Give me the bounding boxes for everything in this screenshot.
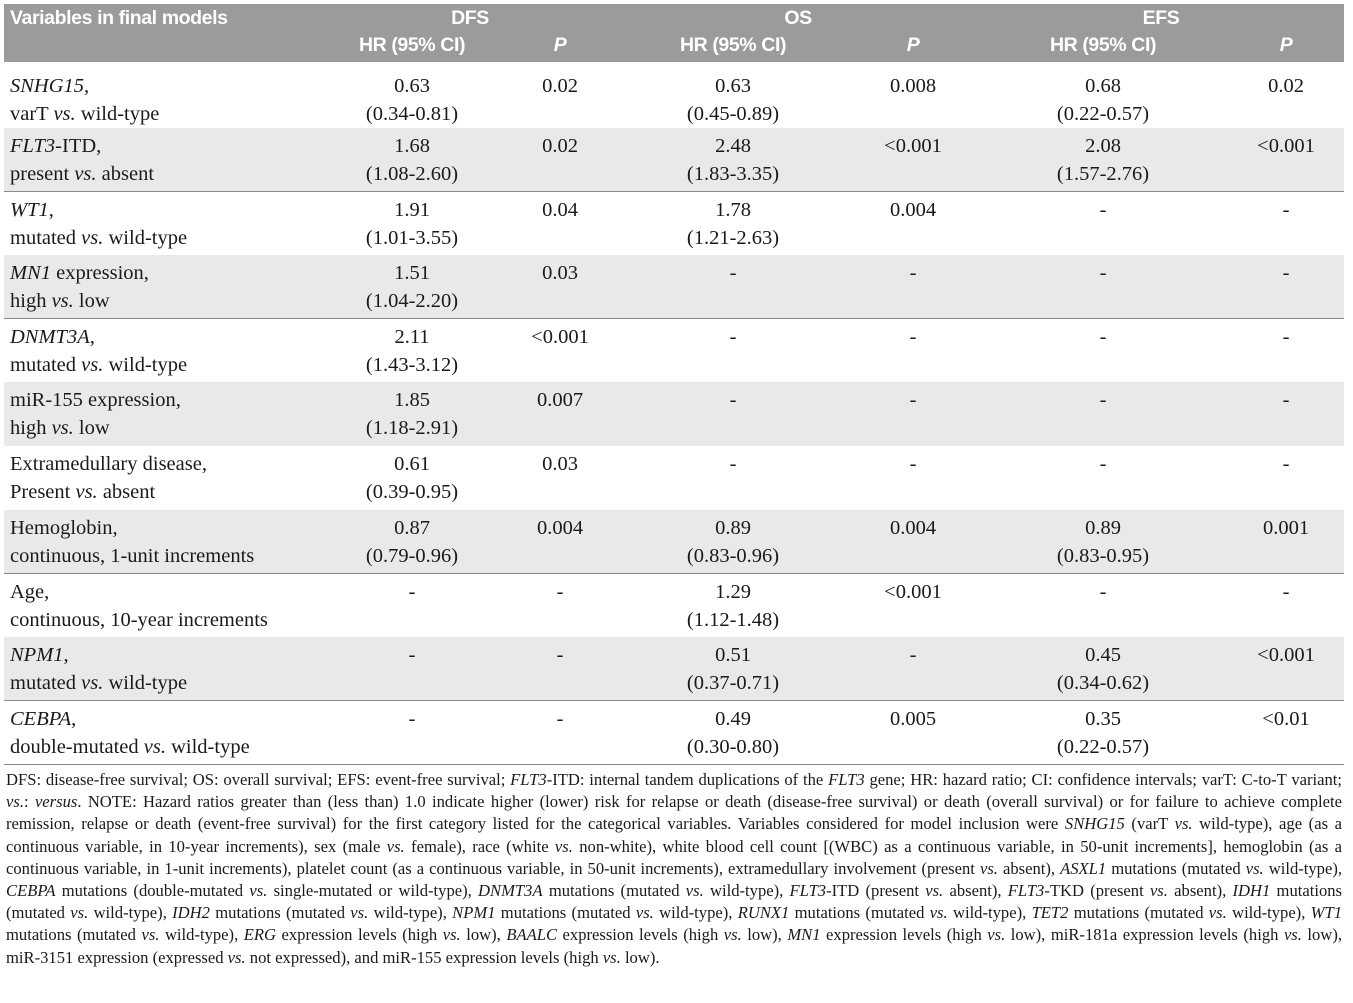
dfs-confidence-interval: (1.04-2.20)	[365, 290, 459, 313]
dfs-confidence-interval: (0.39-0.95)	[365, 480, 459, 503]
efs-hr-cell	[978, 573, 1228, 637]
dfs-p-value: 0.004	[536, 516, 584, 539]
footnote-segment: vs.	[70, 903, 89, 923]
variable-comparison: wild-type	[103, 227, 188, 250]
footnote-segment: NPM1	[452, 903, 496, 923]
efs-hazard-ratio: -	[1099, 326, 1107, 349]
os-p-value: <0.001	[848, 573, 978, 637]
dfs-hazard-ratio: 1.51	[394, 262, 430, 285]
os-hr-cell	[618, 700, 848, 764]
efs-hr-cell	[978, 700, 1228, 764]
os-hr-cell	[618, 62, 848, 128]
os-confidence-interval: (0.30-0.80)	[686, 735, 780, 758]
dfs-header: DFS	[451, 7, 489, 29]
footnote-segment: wild-type),	[947, 903, 1032, 923]
os-hazard-ratio: 0.51	[715, 643, 751, 666]
variable-cell	[4, 510, 322, 574]
efs-hazard-ratio: 0.89	[1085, 516, 1121, 539]
dfs-hr-cell	[322, 192, 502, 256]
efs-hazard-ratio: 0.45	[1085, 643, 1121, 666]
efs-confidence-interval: (1.57-2.76)	[1056, 163, 1150, 185]
variable-comparison: present	[10, 163, 75, 185]
variable-cell	[4, 62, 322, 128]
variables-header: Variables in final models	[10, 7, 228, 29]
dfs-confidence-interval: (0.79-0.96)	[365, 544, 459, 567]
footnote-segment: low),	[741, 925, 788, 945]
footnote-segment: mutations (mutated	[1106, 858, 1246, 878]
footnote-segment: gene; HR: hazard ratio; CI: confidence intervals; varT: C-to-T variant;	[864, 769, 1342, 789]
footnote-segment: RUNX1	[737, 903, 790, 923]
dfs-p-value: 0.04	[502, 192, 618, 256]
os-confidence-interval: (1.83-3.35)	[686, 163, 780, 185]
efs-p-value: <0.001	[1257, 643, 1315, 666]
os-p-value: -	[909, 389, 917, 412]
footnote-segment: absent),	[943, 880, 1008, 900]
efs-p-value: -	[1228, 319, 1344, 383]
footnote-segment: expression levels (high	[557, 925, 724, 945]
variable-cell	[4, 128, 322, 192]
footnote-segment: expression levels (high	[820, 925, 988, 945]
dfs-hr-cell	[322, 382, 502, 446]
os-p-value: 0.005	[848, 700, 978, 764]
os-hazard-ratio: 0.63	[715, 75, 751, 97]
os-hr-cell	[618, 192, 848, 256]
footnote-segment: not expressed), and miR-155 expression levels (high	[245, 947, 603, 967]
footnote-segment: wild-type),	[703, 880, 790, 900]
os-p-value: 0.008	[889, 75, 937, 97]
footnote-segment: vs.	[442, 925, 461, 945]
footnote-segment: low), miR-181a expression levels (high	[1005, 925, 1284, 945]
variable-comparison: absent	[96, 163, 155, 185]
footnote-segment: vs.	[1174, 814, 1193, 834]
footnote-segment: :	[23, 792, 35, 812]
efs-header: EFS	[1142, 7, 1180, 29]
footnote-segment: non-white), white blood cell count [(WBC) as a continuous variable, in 50-unit increments], hemoglobin (as a continuous variable, in 1-unit increments), platelet count (as a continuous variable, in 50-unit increments), extramedullary involvement (present	[6, 836, 1343, 878]
os-hazard-ratio: -	[729, 452, 737, 475]
variable-name: FLT3	[10, 135, 56, 157]
footnote-segment: vs.	[554, 836, 573, 856]
variable-comparison: wild-type	[165, 735, 250, 758]
variable-comparison: low	[73, 290, 110, 313]
table-footnote	[4, 764, 1344, 969]
footnote-segment: mutations (mutated	[789, 903, 930, 923]
dfs-p-value: -	[502, 700, 618, 764]
dfs-p-value: 0.02	[542, 75, 578, 97]
footnote-segment: -ITD (present	[826, 880, 926, 900]
os-hazard-ratio: 1.29	[715, 580, 751, 603]
footnote-segment: vs.	[929, 903, 948, 923]
dfs-p-value: <0.001	[502, 319, 618, 383]
variable-comparison: wild-type	[103, 671, 188, 694]
footnote-segment: absent),	[997, 858, 1061, 878]
efs-hr-cell	[978, 128, 1228, 192]
dfs-hr-header: HR (95% CI)	[358, 34, 466, 56]
os-hr-cell	[618, 128, 848, 192]
variable-name: Hemoglobin,	[10, 516, 118, 539]
dfs-hr-cell	[322, 573, 502, 637]
footnote-segment: wild-type), age (as a continuous variable, in 10-year increments), sex (male	[6, 814, 1342, 856]
efs-p-header: P	[1279, 34, 1293, 56]
variable-name-suffix: ,	[48, 199, 54, 222]
dfs-hazard-ratio: 1.91	[394, 199, 430, 222]
footnote-segment: SNHG15	[1064, 814, 1125, 834]
variable-comparison: vs.	[81, 671, 104, 694]
os-hr-cell	[618, 255, 848, 319]
table-body	[4, 62, 1344, 764]
footnote-segment: single-mutated or wild-type),	[267, 880, 479, 900]
os-p-value: 0.004	[889, 516, 937, 539]
footnote-segment: low),	[460, 925, 507, 945]
results-table-container	[4, 4, 1344, 969]
os-p-value: -	[909, 262, 917, 285]
variable-cell	[4, 446, 322, 510]
dfs-hr-cell	[322, 255, 502, 319]
variable-comparison: mutated	[10, 227, 82, 250]
footnote-segment: vs.	[635, 903, 654, 923]
os-p-value: -	[909, 452, 917, 475]
variable-cell	[4, 700, 322, 764]
dfs-hazard-ratio: 0.63	[394, 75, 430, 97]
efs-hazard-ratio: 0.35	[1085, 707, 1121, 730]
efs-p-value: -	[1228, 573, 1344, 637]
footnote-segment: vs.	[1208, 903, 1227, 923]
efs-confidence-interval: (0.83-0.95)	[1056, 544, 1150, 567]
efs-p-value: 0.001	[1262, 516, 1310, 539]
variable-cell	[4, 192, 322, 256]
dfs-hr-cell	[322, 700, 502, 764]
variable-comparison: high	[10, 417, 52, 440]
os-p-value: 0.004	[848, 192, 978, 256]
efs-hazard-ratio: 2.08	[1085, 135, 1121, 157]
variable-cell	[4, 637, 322, 701]
variable-name: MN1	[10, 262, 51, 285]
footnote-segment: vs.	[141, 925, 160, 945]
variable-cell	[4, 319, 322, 383]
variable-comparison: mutated	[10, 671, 82, 694]
os-p-value: <0.001	[884, 135, 942, 157]
dfs-hr-cell	[322, 446, 502, 510]
variable-comparison: continuous, 1-unit increments	[10, 544, 255, 567]
variable-comparison: vs.	[75, 480, 98, 503]
table-row	[4, 319, 1344, 383]
dfs-hr-cell	[322, 510, 502, 574]
variable-comparison: vs.	[143, 735, 166, 758]
variable-comparison: Present	[10, 480, 76, 503]
variable-name-suffix: expression,	[51, 262, 149, 285]
variable-comparison: vs.	[51, 417, 74, 440]
footnote-segment: mutations (mutated	[209, 903, 351, 923]
os-confidence-interval: (1.21-2.63)	[686, 227, 780, 250]
efs-hazard-ratio: -	[1099, 389, 1107, 412]
footnote-segment: low), miR-3151 expression (expressed	[6, 925, 1342, 967]
dfs-p-value: 0.02	[542, 135, 578, 157]
footnote-segment: vs.	[925, 880, 944, 900]
os-hr-cell	[618, 573, 848, 637]
footnote-segment: vs.	[723, 925, 742, 945]
footnote-segment: mutations (mutated	[1068, 903, 1209, 923]
variable-comparison: double-mutated	[10, 735, 144, 758]
dfs-hr-cell	[322, 128, 502, 192]
variable-name: CEBPA	[10, 707, 72, 730]
dfs-hazard-ratio: 0.87	[394, 516, 430, 539]
dfs-confidence-interval: (0.34-0.81)	[365, 103, 459, 125]
os-hazard-ratio: 1.78	[715, 199, 751, 222]
variable-name-suffix: ,	[84, 75, 90, 97]
footnote-segment: BAALC	[506, 925, 558, 945]
os-hr-header: HR (95% CI)	[679, 34, 787, 56]
footnote-segment: vs.	[227, 947, 246, 967]
dfs-hazard-ratio: 2.11	[394, 326, 430, 349]
variable-comparison: wild-type	[103, 354, 188, 377]
os-hr-cell	[618, 510, 848, 574]
dfs-p-value: -	[556, 643, 564, 666]
footnote-segment: vs.	[386, 836, 405, 856]
footnote-segment: MN1	[787, 925, 821, 945]
os-confidence-interval: (0.45-0.89)	[686, 103, 780, 125]
os-hazard-ratio: 2.48	[715, 135, 751, 157]
footnote-segment: mutations (mutated	[6, 925, 142, 945]
dfs-hr-cell	[322, 319, 502, 383]
footnote-segment: vs.	[987, 925, 1006, 945]
footnote-segment: ASXL1	[1060, 858, 1107, 878]
footnote-segment: vs.	[6, 792, 24, 812]
footnote-segment: CEBPA	[6, 880, 56, 900]
os-hazard-ratio: 0.89	[715, 516, 751, 539]
efs-hr-cell	[978, 62, 1228, 128]
os-hazard-ratio: -	[729, 262, 737, 285]
efs-hr-cell	[978, 637, 1228, 701]
efs-hr-header: HR (95% CI)	[1049, 34, 1157, 56]
footnote-segment: vs.	[685, 880, 704, 900]
variable-comparison: vs.	[81, 354, 104, 377]
table-row	[4, 700, 1344, 764]
dfs-p-value: 0.007	[536, 389, 584, 412]
efs-confidence-interval: (0.22-0.57)	[1056, 103, 1150, 125]
footnote-segment: vs.	[1283, 925, 1302, 945]
dfs-hazard-ratio: 1.68	[394, 135, 430, 157]
dfs-confidence-interval: (1.08-2.60)	[365, 163, 459, 185]
os-confidence-interval: (1.12-1.48)	[686, 608, 780, 631]
variable-comparison: mutated	[10, 354, 82, 377]
efs-hr-cell	[978, 319, 1228, 383]
os-hazard-ratio: -	[729, 326, 737, 349]
footnote-segment: FLT3	[828, 769, 865, 789]
footnote-segment: vs.	[249, 880, 268, 900]
os-hr-cell	[618, 446, 848, 510]
efs-hr-cell	[978, 255, 1228, 319]
variable-name: SNHG15	[10, 75, 85, 97]
efs-hazard-ratio: -	[1099, 262, 1107, 285]
table-row	[4, 510, 1344, 574]
footnote-segment: absent),	[1167, 880, 1233, 900]
dfs-hazard-ratio: -	[408, 643, 416, 666]
variable-comparison: wild-type	[75, 103, 160, 125]
footnote-segment: WT1	[1310, 903, 1343, 923]
dfs-p-value: 0.03	[542, 262, 578, 285]
dfs-hazard-ratio: 1.85	[394, 389, 430, 412]
table-row	[4, 62, 1344, 128]
dfs-hr-cell	[322, 62, 502, 128]
variable-cell	[4, 255, 322, 319]
dfs-confidence-interval: (1.18-2.91)	[365, 417, 459, 440]
footnote-segment: DFS: disease-free survival; OS: overall survival; EFS: event-free survival;	[6, 769, 511, 789]
variable-comparison: continuous, 10-year increments	[10, 608, 268, 631]
variable-comparison: high	[10, 290, 52, 313]
footnote-segment: vs.	[1149, 880, 1168, 900]
footnote-segment: vs.	[979, 858, 998, 878]
efs-hazard-ratio: -	[1099, 199, 1107, 222]
dfs-confidence-interval: (1.01-3.55)	[365, 227, 459, 250]
os-hr-cell	[618, 382, 848, 446]
dfs-confidence-interval: (1.43-3.12)	[365, 354, 459, 377]
variable-comparison: absent	[97, 480, 156, 503]
os-p-value: -	[848, 319, 978, 383]
variable-cell	[4, 382, 322, 446]
table-header	[4, 4, 1344, 62]
os-confidence-interval: (0.37-0.71)	[686, 671, 780, 694]
footnote-segment: -ITD: internal tandem duplications of the	[546, 769, 829, 789]
footnote-segment: mutations (mutated	[6, 880, 1342, 923]
efs-p-value: -	[1282, 452, 1290, 475]
footnote-segment: vs.	[1245, 858, 1264, 878]
variable-name: miR-155 expression,	[10, 389, 181, 412]
dfs-hazard-ratio: 0.61	[394, 452, 430, 475]
variable-name-suffix: -ITD,	[55, 135, 102, 157]
os-hazard-ratio: 0.49	[715, 707, 751, 730]
footnote-segment: DNMT3A	[478, 880, 543, 900]
footnote-segment: FLT3	[789, 880, 827, 900]
multivariable-models-table	[4, 4, 1344, 764]
efs-hr-cell	[978, 192, 1228, 256]
variable-name: WT1	[10, 199, 49, 222]
os-confidence-interval: (0.83-0.96)	[686, 544, 780, 567]
efs-hazard-ratio: -	[1099, 452, 1107, 475]
table-row	[4, 192, 1344, 256]
dfs-hazard-ratio: -	[408, 707, 416, 730]
os-hr-cell	[618, 637, 848, 701]
table-row	[4, 382, 1344, 446]
table-row	[4, 573, 1344, 637]
footnote-segment: mutations (double-mutated	[55, 880, 250, 900]
os-header: OS	[784, 7, 812, 29]
dfs-p-value: 0.03	[542, 452, 578, 475]
variable-comparison: vs.	[81, 227, 104, 250]
os-p-header: P	[906, 34, 920, 56]
footnote-segment: wild-type),	[653, 903, 738, 923]
footnote-segment: . NOTE: Hazard ratios greater than (less than) 1.0 indicate higher (lower) risk for relapse or death (disease-free survival) or death (overall survival) or for failure to achieve complete remission, relapse or death (event-free survival) for the first category listed for the categorical variables. Variables considered for model inclusion were	[6, 792, 1342, 834]
footnote-segment: -TKD (present	[1044, 880, 1150, 900]
footnote-segment: wild-type),	[88, 903, 173, 923]
table-row	[4, 446, 1344, 510]
footnote-segment: FLT3	[1007, 880, 1045, 900]
efs-p-value: -	[1282, 389, 1290, 412]
footnote-segment: IDH1	[1232, 880, 1271, 900]
footnote-segment: mutations (mutated	[495, 903, 636, 923]
variable-comparison: varT	[10, 103, 54, 125]
table-row	[4, 255, 1344, 319]
footnote-segment: vs.	[350, 903, 369, 923]
table-row	[4, 637, 1344, 701]
variable-name-suffix: ,	[71, 707, 77, 730]
footnote-segment: wild-type),	[1226, 903, 1311, 923]
footnote-segment: (varT	[1124, 814, 1175, 834]
efs-confidence-interval: (0.22-0.57)	[1056, 735, 1150, 758]
efs-p-value: 0.02	[1268, 75, 1304, 97]
os-hazard-ratio: -	[729, 389, 737, 412]
os-hr-cell	[618, 319, 848, 383]
variable-comparison: low	[73, 417, 110, 440]
footnote-segment: IDH2	[172, 903, 210, 923]
os-p-value: -	[909, 643, 917, 666]
footnote-segment: versus	[34, 792, 78, 812]
variable-name: NPM1	[10, 643, 64, 666]
dfs-hazard-ratio: -	[408, 580, 416, 603]
footnote-segment: low).	[620, 947, 660, 967]
variable-name: DNMT3A	[10, 326, 90, 349]
efs-p-value: <0.01	[1228, 700, 1344, 764]
efs-hr-cell	[978, 510, 1228, 574]
footnote-segment: wild-type),	[1263, 858, 1343, 878]
variable-name-suffix: ,	[63, 643, 69, 666]
dfs-p-value: -	[502, 573, 618, 637]
footnote-segment: ERG	[243, 925, 276, 945]
efs-hazard-ratio: 0.68	[1085, 75, 1121, 97]
efs-confidence-interval: (0.34-0.62)	[1056, 671, 1150, 694]
footnote-segment: FLT3	[510, 769, 547, 789]
footnote-segment: expression levels (high	[276, 925, 443, 945]
footnote-segment: wild-type),	[368, 903, 453, 923]
table-row	[4, 128, 1344, 192]
variable-comparison: vs.	[51, 290, 74, 313]
efs-p-value: -	[1228, 192, 1344, 256]
footnote-segment: vs.	[602, 947, 621, 967]
header-spacer	[4, 32, 322, 62]
variable-name: Age,	[10, 580, 50, 603]
efs-p-value: -	[1282, 262, 1290, 285]
footnote-segment: female), race (white	[404, 836, 555, 856]
variable-comparison: vs.	[53, 103, 76, 125]
variable-cell	[4, 573, 322, 637]
variable-name-suffix: ,	[89, 326, 95, 349]
dfs-p-header: P	[553, 34, 567, 56]
efs-hr-cell	[978, 382, 1228, 446]
variable-comparison: vs.	[74, 163, 97, 185]
footnote-segment: wild-type),	[159, 925, 244, 945]
footnote-segment: mutations (mutated	[542, 880, 686, 900]
footnote-segment: TET2	[1031, 903, 1069, 923]
efs-hr-cell	[978, 446, 1228, 510]
efs-hazard-ratio: -	[1099, 580, 1107, 603]
efs-p-value: <0.001	[1257, 135, 1315, 157]
variable-name: Extramedullary disease,	[10, 452, 207, 475]
dfs-hr-cell	[322, 637, 502, 701]
